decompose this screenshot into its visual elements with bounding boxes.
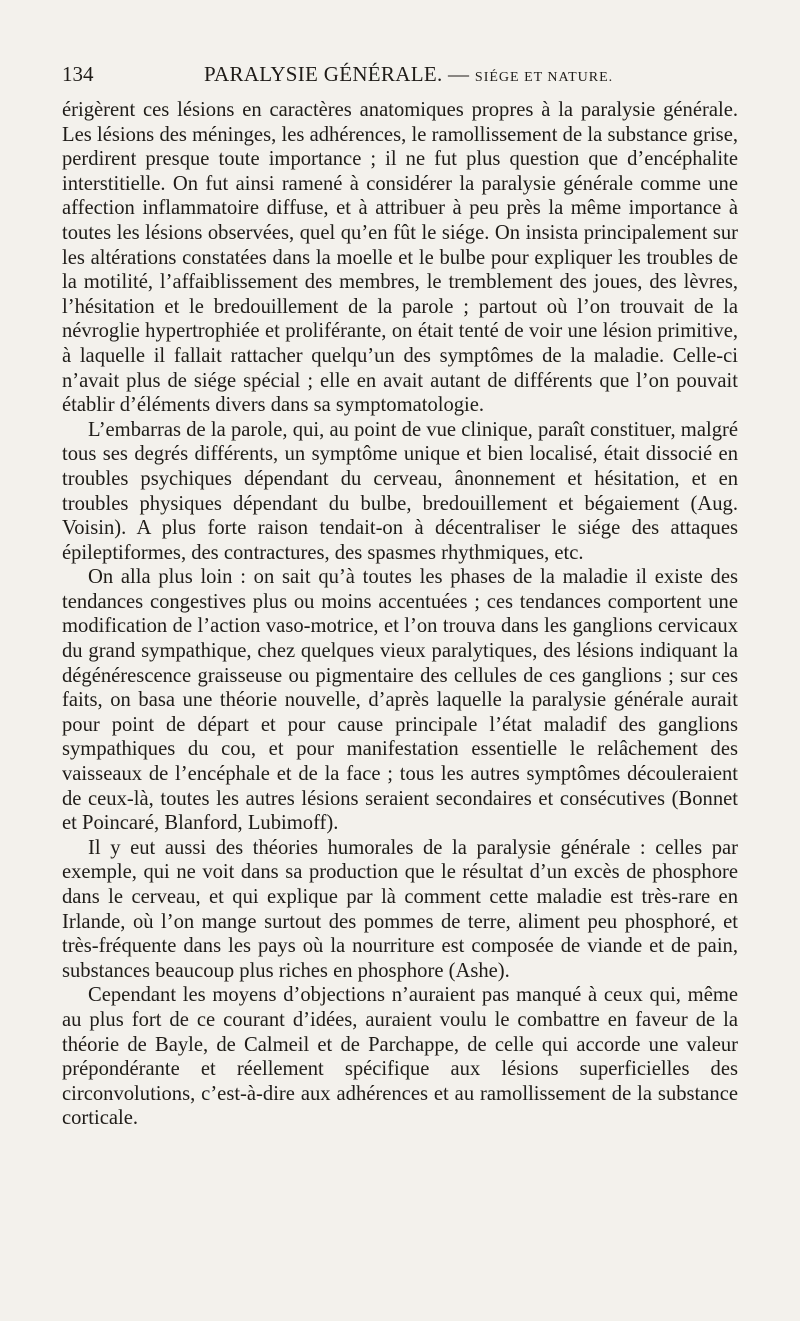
running-title-main: PARALYSIE GÉNÉRALE. — xyxy=(204,62,470,86)
paragraph: Il y eut aussi des théories humorales de la paralysie générale : celles par exemple, qui ne voit dans sa production que le résultat d’un excès de phosphore dans le cerveau, et qui explique par là comment cette maladie est très-rare en Irlande, où l’on mange surtout des pommes de terre, aliment peu phosphoré, et très-fréquente dans les pays où la nourriture est composée de viande et de pain, substances beaucoup plus riches en phosphore (Ashe). xyxy=(62,836,738,982)
paragraph: L’embarras de la parole, qui, au point de vue clinique, paraît constituer, malgré tous ses degrés différents, un symptôme unique et bien localisé, était dissocié en troubles psychiques dépendant du cerveau, ânonnement et hésitation, et en troubles physiques dépendant du bulbe, bredouillement et bégaiement (Aug. Voisin). A plus forte raison tendait-on à décentraliser le siége des attaques épileptiformes, des contractures, des spasmes rhythmiques, etc. xyxy=(62,418,738,564)
page-number: 134 xyxy=(62,62,94,86)
body-text xyxy=(62,98,738,1131)
running-title-section: SIÉGE ET NATURE. xyxy=(474,70,614,85)
paragraph: Cependant les moyens d’objections n’auraient pas manqué à ceux qui, même au plus fort de ce courant d’idées, auraient voulu le combattre en faveur de la théorie de Bayle, de Calmeil et de Parchappe, de celle qui accorde une valeur prépondérante et réellement spécifique aux lésions superficielles des circonvolutions, c’est-à-dire aux adhérences et au ramollissement de la substance corticale. xyxy=(62,984,738,1130)
running-header xyxy=(62,62,737,88)
paragraph: érigèrent ces lésions en caractères anatomiques propres à la paralysie générale. Les lésions des méninges, les adhérences, le ramollissement de la substance grise, perdirent presque toute importance ; il ne fut plus question que d’encéphalite interstitielle. On fut ainsi ramené à considérer la paralysie générale comme une affection inflammatoire diffuse, et à attribuer à peu près la même importance à toutes les lésions observées, quel qu’en fût le siége. On insista principalement sur les altérations constatées dans la moelle et le bulbe pour expliquer les troubles de la motilité, l’affaiblissement des membres, le tremblement des joues, des lèvres, l’hésitation et le bredouillement de la parole ; partout où l’on trouvait de la névroglie hypertrophiée et proliférante, on était tenté de voir une lésion primitive, à laquelle il fallait rattacher quelqu’un des symptômes de la maladie. Celle-ci n’avait plus de siége spécial ; elle en avait autant de différents que l’on pouvait établir d’éléments divers dans sa symptomatologie. xyxy=(62,99,738,417)
paragraph: On alla plus loin : on sait qu’à toutes les phases de la maladie il existe des tendances congestives plus ou moins accentuées ; ces tendances comportent une modification de l’action vaso-motrice, et l’on trouva dans les ganglions cervicaux du grand sympathique, chez quelques vieux paralytiques, des lésions indiquant la dégénérescence graisseuse ou pigmentaire des cellules de ces ganglions ; sur ces faits, on basa une théorie nouvelle, d’après laquelle la paralysie générale aurait pour point de départ et pour cause principale l’état maladif des ganglions sympathiques du cou, et pour manifestation essentielle le relâchement des vaisseaux de l’encéphale et de la face ; tous les autres symptômes découleraient de ceux-là, toutes les autres lésions seraient secondaires et consécutives (Bonnet et Poincaré, Blanford, Lubimoff). xyxy=(62,566,738,835)
running-title xyxy=(204,62,613,87)
